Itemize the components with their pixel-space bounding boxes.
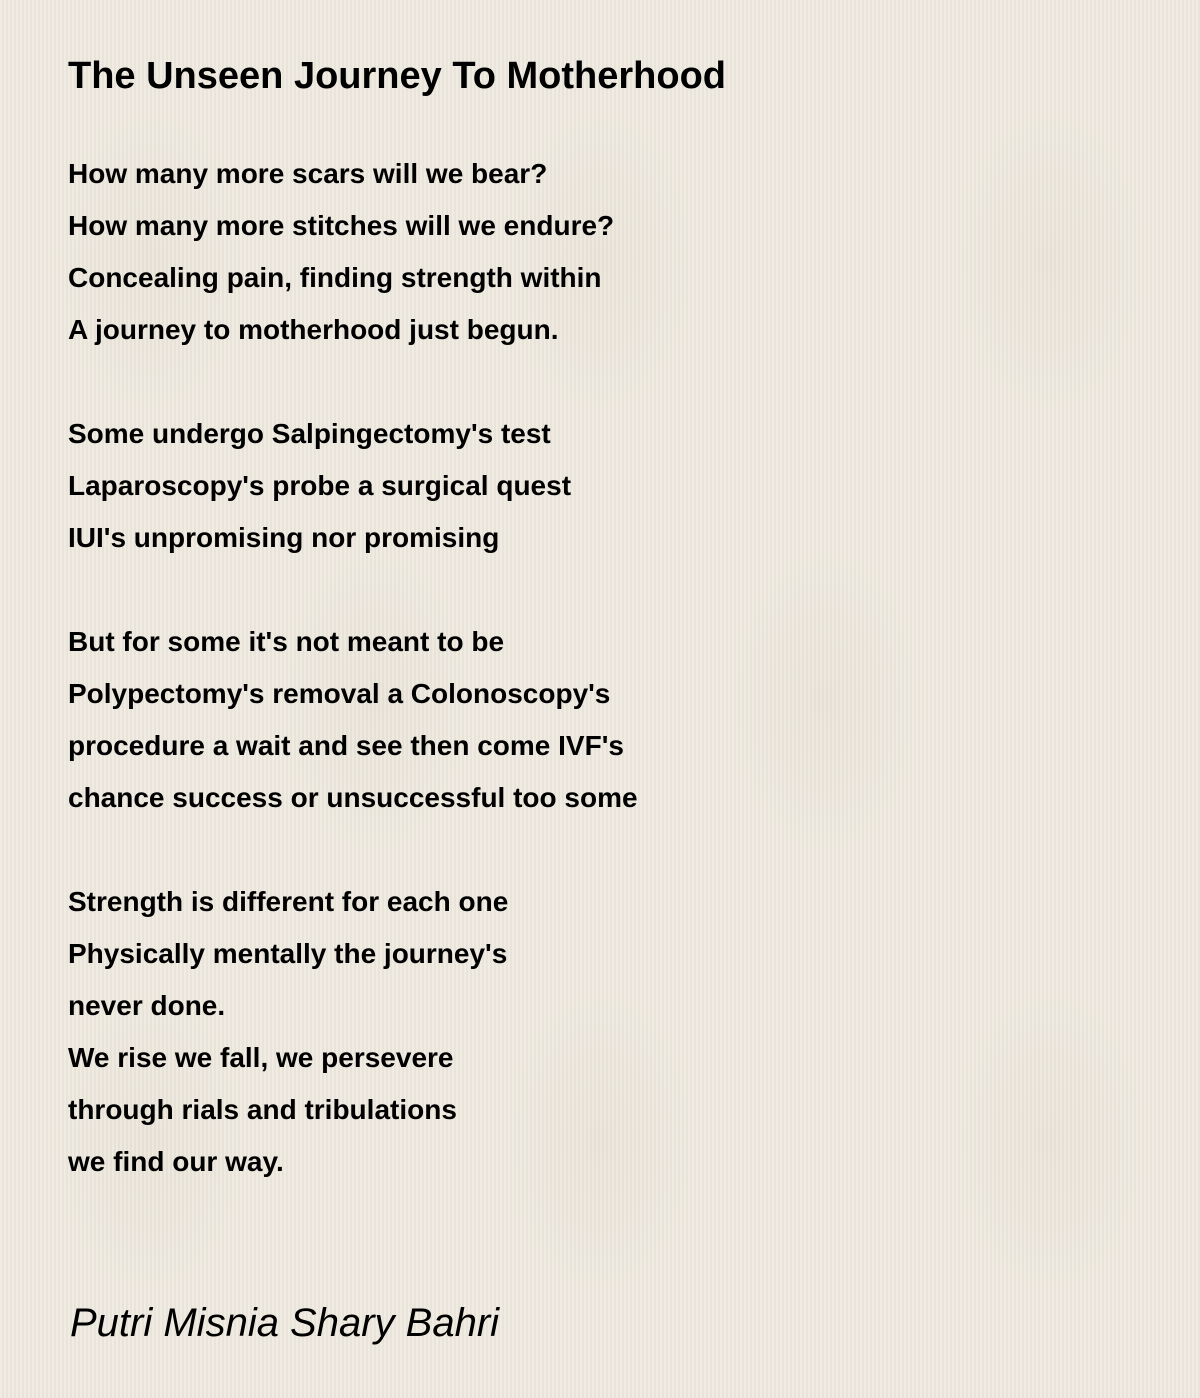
poem-line: we find our way. (68, 1146, 284, 1177)
poem-line: How many more scars will we bear? (68, 158, 548, 189)
poem-line: through rials and tribulations (68, 1094, 457, 1125)
poem-line: procedure a wait and see then come IVF's (68, 730, 624, 761)
poem-line: But for some it's not meant to be (68, 626, 505, 657)
stanza-gap (68, 356, 638, 408)
stanza (68, 876, 638, 1188)
poem-line: Polypectomy's removal a Colonoscopy's (68, 678, 611, 709)
poem-page (68, 50, 1148, 1177)
poem-line: Physically mentally the journey's (68, 938, 508, 969)
poem-body (68, 148, 638, 1188)
poem-line: Laparoscopy's probe a surgical quest (68, 470, 572, 501)
stanza (68, 408, 638, 564)
stanza (68, 616, 638, 824)
poem-line: How many more stitches will we endure? (68, 210, 615, 241)
stanza-gap (68, 564, 638, 616)
poem-line: IUI's unpromising nor promising (68, 522, 500, 553)
poem-line: Strength is different for each one (68, 886, 509, 917)
poem-line: chance success or unsuccessful too some (68, 782, 638, 813)
poem-line: We rise we fall, we persevere (68, 1042, 454, 1073)
stanza (68, 148, 638, 356)
poem-line: Some undergo Salpingectomy's test (68, 418, 551, 449)
poem-line: never done. (68, 990, 226, 1021)
poem-author: Putri Misnia Shary Bahri (70, 1301, 500, 1345)
poem-title: The Unseen Journey To Motherhood (68, 55, 726, 97)
poem-line: A journey to motherhood just begun. (68, 314, 559, 345)
poem-line: Concealing pain, finding strength within (68, 262, 602, 293)
stanza-gap (68, 824, 638, 876)
